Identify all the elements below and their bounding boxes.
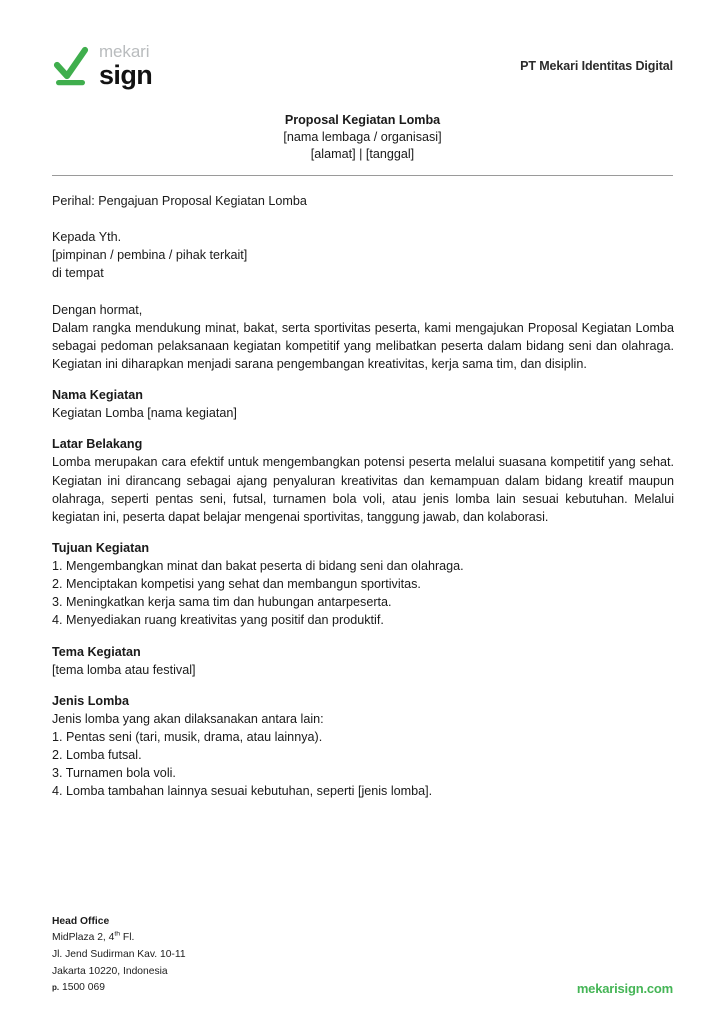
- spacer: [52, 630, 674, 643]
- list-item: 4. Lomba tambahan lainnya sesuai kebutuhan, seperti [jenis lomba].: [52, 784, 433, 799]
- document-title: Proposal Kegiatan Lomba: [284, 113, 441, 127]
- recipient-line-2: [pimpinan / pembina / pihak terkait]: [52, 248, 248, 263]
- spacer: [52, 283, 674, 301]
- section-heading-tema-kegiatan: Tema Kegiatan: [52, 644, 141, 659]
- header-divider: [52, 175, 673, 176]
- list-item: 2. Lomba futsal.: [52, 748, 142, 763]
- spacer: [52, 526, 674, 539]
- spacer: [52, 373, 674, 386]
- organization-placeholder: [nama lembaga / organisasi]: [283, 130, 442, 145]
- spacer: [52, 422, 674, 435]
- brand-name-sign: sign: [99, 60, 153, 90]
- section-content-nama-kegiatan: Kegiatan Lomba [nama kegiatan]: [52, 406, 237, 421]
- section-content-latar-belakang: Lomba merupakan cara efektif untuk mengembangkan potensi peserta melalui suasana kompetitif yang sehat. Kegiatan ini dirancang sebagai ajang penyaluran kreativitas dan kemampuan dalam bidang kreatif maupun olahraga, seperti pentas seni, futsal, turnamen bola voli, atau jenis lomba lain sesuai kebutuhan. Melalui kegiatan ini, peserta dapat belajar mengenai sportivitas, tanggung jawab, dan kolaborasi.: [52, 455, 674, 524]
- address-date-placeholder: [alamat] | [tanggal]: [310, 147, 415, 162]
- phone-label: p.: [52, 983, 60, 993]
- recipient-line-3: di tempat: [52, 266, 104, 281]
- office-address-line-1-pre: MidPlaza 2, 4: [52, 932, 115, 944]
- office-phone: [52, 980, 186, 997]
- document-footer: [52, 914, 673, 997]
- salutation: Dengan hormat,: [52, 302, 143, 317]
- section-heading-tujuan-kegiatan: Tujuan Kegiatan: [52, 540, 150, 555]
- mekari-sign-logo: [52, 43, 152, 89]
- spacer: [52, 210, 674, 228]
- office-address-line-3: Jakarta 10220, Indonesia: [52, 965, 168, 977]
- section-heading-latar-belakang: Latar Belakang: [52, 437, 143, 452]
- section-intro-jenis-lomba: Jenis lomba yang akan dilaksanakan antara lain:: [52, 711, 324, 726]
- head-office-block: [52, 914, 186, 997]
- website-link[interactable]: mekarisign.com: [576, 981, 673, 996]
- list-item: 1. Pentas seni (tari, musik, drama, atau lainnya).: [52, 730, 323, 744]
- brand-wordmark: [99, 43, 152, 89]
- green-check-icon: [52, 45, 90, 87]
- list-item: 2. Menciptakan kompetisi yang sehat dan membangun sportivitas.: [52, 577, 421, 592]
- recipient-line-1: Kepada Yth.: [52, 230, 122, 245]
- document-header: [52, 38, 673, 94]
- section-content-tema-kegiatan: [tema lomba atau festival]: [52, 662, 196, 677]
- office-address-line-2: Jl. Jend Sudirman Kav. 10-11: [52, 948, 186, 960]
- list-item: 3. Turnamen bola voli.: [52, 766, 176, 781]
- phone-number: 1500 069: [61, 982, 105, 994]
- head-office-title: Head Office: [52, 915, 110, 927]
- title-block: [52, 112, 673, 163]
- list-item: 1. Mengembangkan minat dan bakat peserta di bidang seni dan olahraga.: [52, 559, 464, 573]
- brand-name-mekari: mekari: [99, 42, 150, 61]
- section-heading-nama-kegiatan: Nama Kegiatan: [52, 388, 143, 402]
- document-body: [52, 192, 674, 801]
- list-item: 4. Menyediakan ruang kreativitas yang positif dan produktif.: [52, 613, 384, 628]
- section-heading-jenis-lomba: Jenis Lomba: [52, 693, 129, 708]
- office-address-line-1-post: Fl.: [120, 932, 135, 944]
- subject-line: Perihal: Pengajuan Proposal Kegiatan Lomba: [52, 194, 307, 208]
- spacer: [52, 679, 674, 692]
- ordinal-suffix: th: [114, 930, 121, 938]
- company-name: PT Mekari Identitas Digital: [520, 59, 673, 73]
- office-address-line-1: [52, 930, 186, 947]
- list-item: 3. Meningkatkan kerja sama tim dan hubungan antarpeserta.: [52, 595, 392, 610]
- opening-paragraph: Dalam rangka mendukung minat, bakat, serta sportivitas peserta, kami mengajukan Proposal Kegiatan Lomba sebagai pedoman pelaksanaan kegiatan kompetitif yang melibatkan peserta dalam bidang seni dan olahraga. Kegiatan ini diharapkan menjadi sarana pengembangan kreativitas, kerja sama tim, dan disiplin.: [52, 320, 674, 371]
